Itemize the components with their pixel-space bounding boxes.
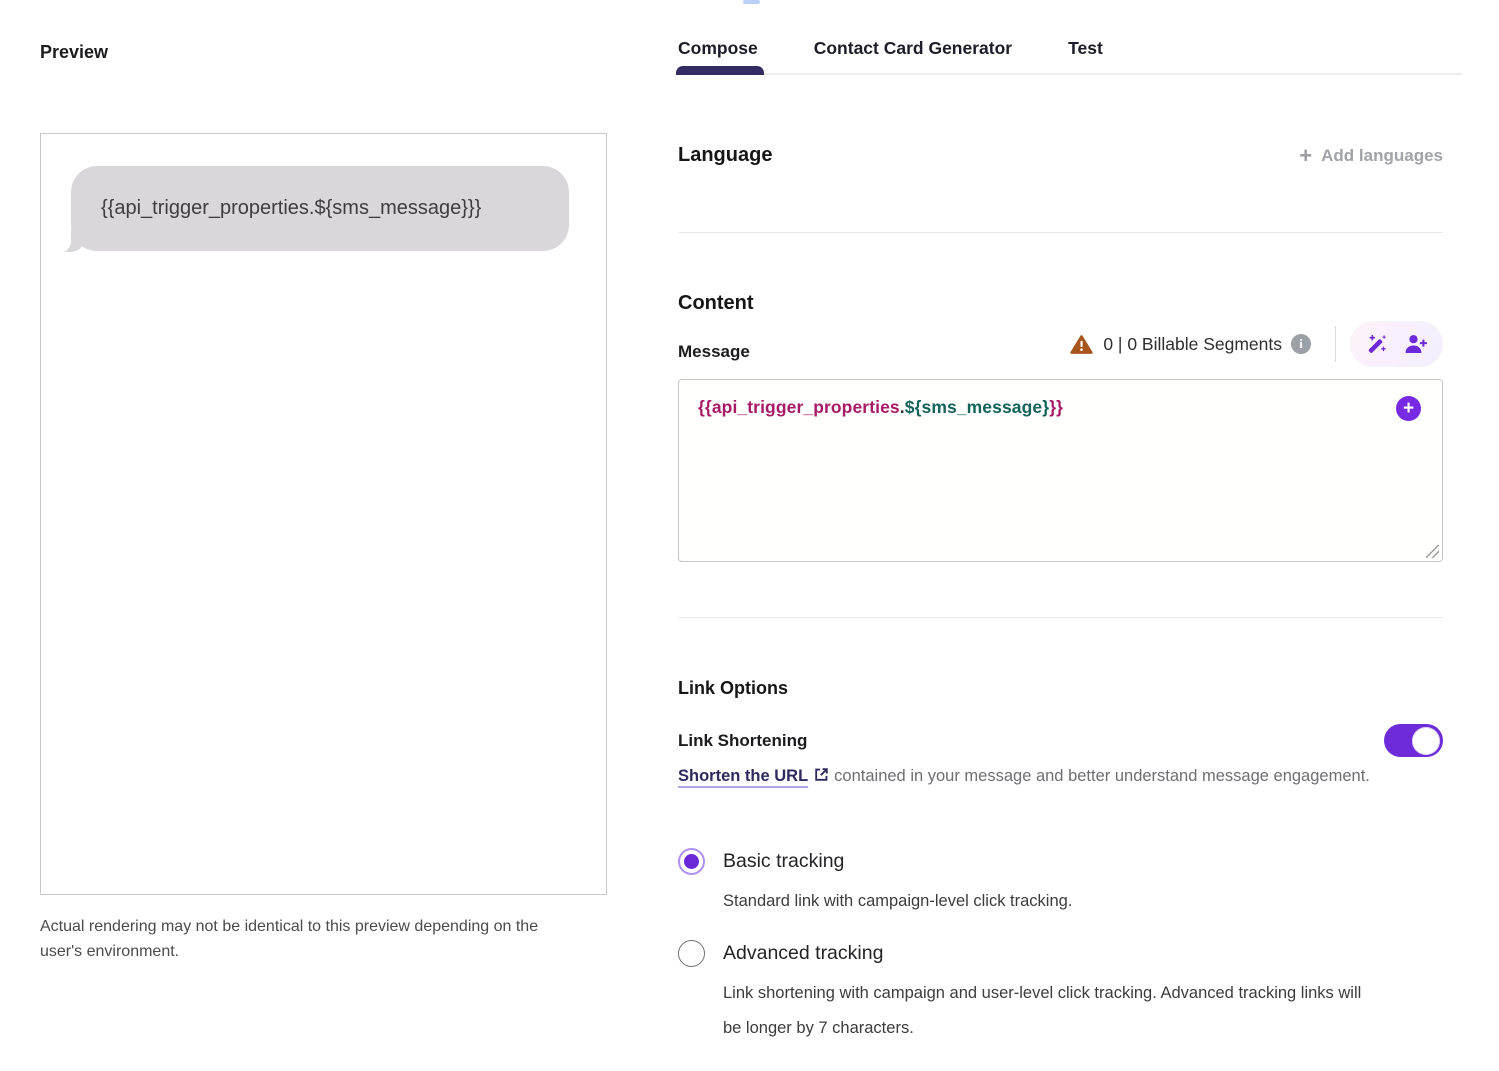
- add-languages-button[interactable]: [1299, 142, 1443, 168]
- language-title: Language: [678, 144, 773, 166]
- ai-magic-wand-icon[interactable]: [1365, 332, 1389, 356]
- clipped-scroll-artifact: [743, 0, 760, 4]
- variable-token: ${sms_message}: [904, 397, 1050, 417]
- billable-segments-status: 0 | 0 Billable Segments: [1103, 333, 1282, 354]
- message-label: Message: [678, 342, 750, 361]
- link-shortening-toggle[interactable]: [1384, 724, 1443, 757]
- tab-bar: [678, 38, 1462, 75]
- advanced-tracking-option[interactable]: [678, 940, 883, 967]
- basic-tracking-label: Basic tracking: [723, 850, 845, 872]
- person-add-icon[interactable]: [1403, 332, 1428, 356]
- advanced-tracking-label: Advanced tracking: [723, 942, 884, 964]
- link-options-title: Link Options: [678, 678, 788, 698]
- toggle-knob: [1412, 727, 1440, 755]
- basic-tracking-option[interactable]: [678, 848, 844, 875]
- add-languages-label: Add languages: [1321, 145, 1443, 165]
- link-shortening-description: [678, 760, 1398, 794]
- toolbar-separator: [1335, 326, 1336, 362]
- preview-title: Preview: [40, 42, 109, 62]
- liquid-open-token: {{api_trigger_properties: [698, 397, 900, 417]
- link-shortening-row: [678, 724, 1443, 757]
- external-link-icon: [813, 766, 830, 783]
- message-tools-pill: [1350, 321, 1443, 367]
- tab-contact-card-generator[interactable]: Contact Card Generator: [813, 38, 1013, 58]
- basic-tracking-description: Standard link with campaign-level click tracking.: [723, 892, 1073, 910]
- sms-preview-bubble: {{api_trigger_properties.${sms_message}}}: [71, 166, 569, 251]
- link-shortening-label: Link Shortening: [678, 730, 808, 750]
- preview-disclaimer: Actual rendering may not be identical to this preview depending on the user's environment.: [40, 918, 539, 960]
- message-template-text: [698, 397, 1063, 418]
- dot-token: .: [899, 397, 905, 417]
- language-divider: [678, 232, 1443, 233]
- shorten-description-text: contained in your message and better understand message engagement.: [834, 767, 1370, 785]
- radio-selected-icon[interactable]: [678, 848, 705, 875]
- content-divider: [678, 617, 1443, 618]
- content-title: Content: [678, 292, 754, 314]
- info-icon[interactable]: i: [1291, 334, 1311, 354]
- message-preview-panel: [40, 133, 607, 895]
- warning-triangle-icon: [1070, 334, 1093, 355]
- radio-unselected-icon[interactable]: [678, 940, 705, 967]
- textarea-resize-handle[interactable]: [1426, 545, 1439, 558]
- plus-icon: +: [1299, 142, 1313, 168]
- shorten-url-link[interactable]: Shorten the URL: [678, 767, 809, 785]
- message-input[interactable]: [678, 379, 1443, 562]
- tab-compose[interactable]: Compose: [678, 38, 758, 58]
- insert-personalization-button[interactable]: +: [1396, 396, 1421, 421]
- language-section-header: [678, 144, 1443, 167]
- message-header-row: [678, 320, 1443, 368]
- advanced-tracking-description: Link shortening with campaign and user-level click tracking. Advanced tracking links will be longer by 7 characters.: [723, 984, 1362, 1037]
- tab-test[interactable]: Test: [1068, 38, 1103, 58]
- liquid-close-token: }}: [1049, 397, 1064, 417]
- compose-panel: [678, 0, 1443, 1071]
